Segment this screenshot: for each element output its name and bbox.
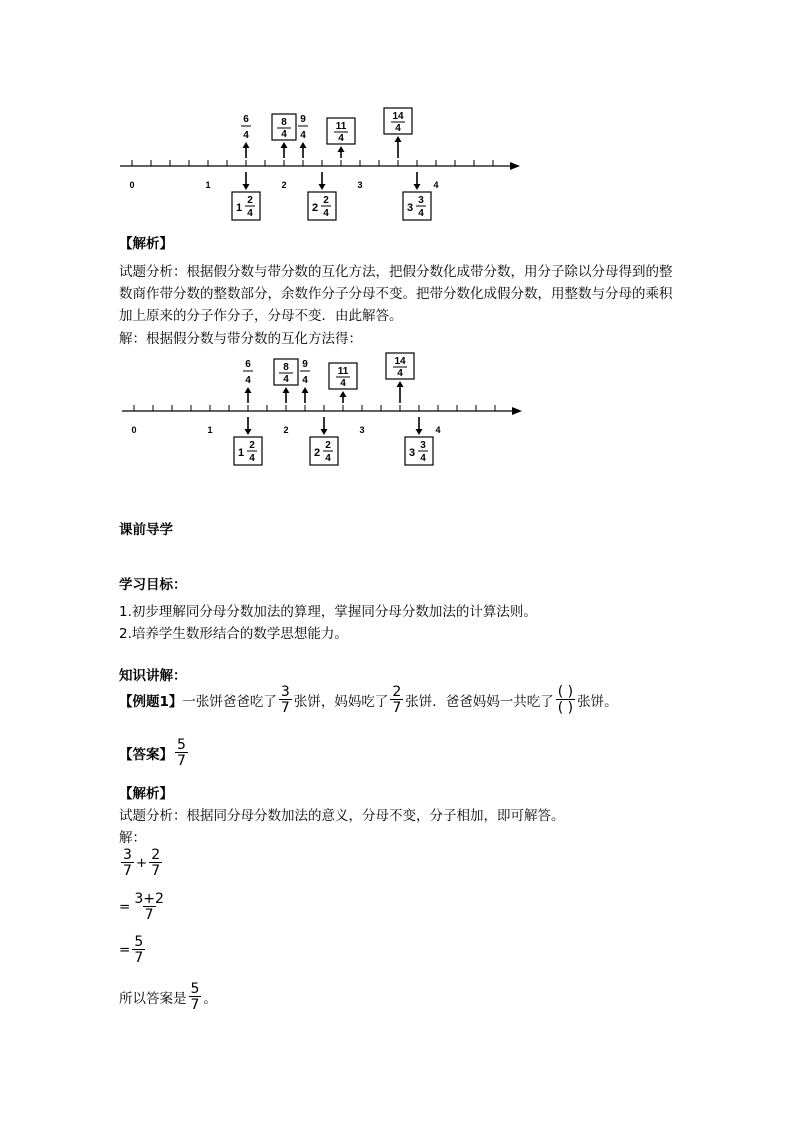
fraction-denominator: 4 — [395, 123, 401, 134]
fraction-denominator: 4 — [420, 453, 426, 464]
fraction: $\frac{5}{7}$ — [190, 981, 200, 1013]
fraction-label-above — [272, 114, 296, 140]
example-text: 张饼，妈妈吃了 — [293, 694, 389, 710]
arrowhead-icon — [397, 381, 404, 387]
tick-label: 0 — [131, 425, 137, 435]
arrowhead-icon — [245, 429, 252, 435]
fraction-label-above — [298, 114, 308, 141]
mixed-whole: 1 — [237, 447, 245, 459]
arrowhead-icon — [243, 142, 250, 148]
fraction-label-above — [386, 353, 414, 379]
fraction-numerator: 14 — [392, 111, 404, 122]
goals-heading: 学习目标： — [119, 577, 187, 593]
analysis-text: 试题分析：根据假分数与带分数的互化方法，把假分数化成带分数，用分子除以分母得到的整数商作带分数的整数部分，余数作分子分母不变。把带分数化成假分数，用整数与分母的乘积加上原来的分子作分子，分母不变．由此解答。 — [119, 264, 673, 324]
fraction-label-above — [384, 108, 412, 134]
fraction-denominator: 4 — [340, 378, 346, 389]
fraction-denominator: 4 — [325, 453, 331, 464]
mixed-whole: 1 — [235, 202, 243, 214]
axis-arrow-icon — [510, 162, 520, 170]
fraction-numerator: 2 — [325, 440, 331, 451]
fraction-denominator: 4 — [302, 375, 308, 386]
arrowhead-icon — [321, 429, 328, 435]
tick-label: 4 — [433, 180, 439, 190]
example-label: 【例题1】 — [119, 694, 183, 710]
arrowhead-icon — [302, 387, 309, 393]
number-line-diagram-bottom — [2, 345, 794, 470]
fraction-denominator: 4 — [247, 208, 253, 219]
fraction-denominator: 4 — [243, 130, 249, 141]
example-question — [119, 685, 618, 715]
example-text: 张饼．爸爸妈妈一共吃了 — [405, 694, 554, 710]
mixed-whole: 3 — [408, 447, 416, 459]
calc-step-1 — [119, 848, 164, 878]
fraction-denominator: 4 — [245, 375, 251, 386]
fraction-numerator: 11 — [337, 366, 349, 377]
analysis-heading: 【解析】 — [119, 236, 173, 252]
solution-intro: 解：根据假分数与带分数的互化方法得： — [119, 331, 362, 347]
mixed-whole: 2 — [311, 202, 319, 214]
fraction: $\frac{3}{7}$ — [123, 847, 132, 879]
fraction-label-above — [300, 359, 310, 386]
arrowhead-icon — [395, 136, 402, 142]
answer-fraction: $\frac{5}{7}$ — [177, 737, 186, 769]
goal-item: 1.初步理解同分母分数加法的算理，掌握同分母分数加法的计算法则。 — [119, 604, 537, 620]
section-title: 课前导学 — [119, 522, 173, 538]
plus-sign: + — [135, 855, 148, 871]
fraction-numerator: 2 — [249, 440, 255, 451]
tick-label: 1 — [207, 425, 213, 435]
fraction-numerator: 9 — [302, 359, 308, 370]
fraction-numerator: 8 — [283, 362, 289, 373]
arrowhead-icon — [300, 142, 307, 148]
mixed-number-below — [234, 437, 262, 465]
tick-label: 3 — [357, 180, 363, 190]
fraction-denominator: 4 — [397, 368, 403, 379]
arrowhead-icon — [243, 184, 250, 190]
number-line-diagram-top — [0, 100, 794, 225]
fraction-label-above — [243, 359, 253, 386]
fraction: $\frac{5}{7}$ — [134, 934, 144, 966]
arrowhead-icon — [340, 391, 347, 397]
equals-sign: = — [119, 899, 131, 915]
calc-step-3 — [119, 935, 147, 965]
conclusion — [119, 982, 217, 1012]
fraction: $\frac{2}{7}$ — [392, 684, 402, 716]
fraction-numerator: 2 — [323, 195, 329, 206]
fraction-numerator: 2 — [247, 195, 253, 206]
period: 。 — [203, 991, 217, 1007]
fraction-denominator: 4 — [281, 129, 287, 140]
fraction-label-above — [329, 363, 357, 389]
equals-sign: = — [119, 942, 131, 958]
tick-label: 3 — [359, 425, 365, 435]
goal-item: 2.培养学生数形结合的数学思想能力。 — [119, 626, 348, 642]
tick-label: 0 — [129, 180, 135, 190]
answer-blank: $\frac{( )}{( )}$ — [557, 684, 574, 716]
fraction-numerator: 3 — [420, 440, 426, 451]
example-text: 一张饼爸爸吃了 — [182, 694, 277, 710]
fraction-numerator: 9 — [300, 114, 306, 125]
answer-label: 【答案】 — [119, 747, 173, 763]
fraction-denominator: 4 — [338, 133, 344, 144]
tick-label: 2 — [281, 180, 287, 190]
fraction-numerator: 6 — [245, 359, 251, 370]
fraction-numerator: 8 — [281, 117, 287, 128]
tick-label: 1 — [205, 180, 211, 190]
fraction-denominator: 4 — [323, 208, 329, 219]
solution-label: 解： — [119, 830, 146, 846]
conclusion-text: 所以答案是 — [119, 991, 187, 1007]
fraction: $\frac{3}{7}$ — [280, 684, 290, 716]
mixed-whole: 3 — [406, 202, 414, 214]
fraction: $\frac{3+2}{7}$ — [134, 891, 164, 923]
fraction-denominator: 4 — [418, 208, 424, 219]
fraction-label-above — [241, 114, 251, 141]
fraction-denominator: 4 — [249, 453, 255, 464]
mixed-number-below — [310, 437, 338, 465]
arrowhead-icon — [283, 387, 290, 393]
arrowhead-icon — [319, 184, 326, 190]
arrowhead-icon — [338, 146, 345, 152]
knowledge-heading: 知识讲解： — [119, 668, 187, 684]
fraction-numerator: 3 — [418, 195, 424, 206]
tick-label: 2 — [283, 425, 289, 435]
mixed-number-below — [308, 192, 336, 220]
fraction-numerator: 11 — [335, 121, 347, 132]
mixed-number-below — [232, 192, 260, 220]
mixed-number-below — [403, 192, 431, 220]
arrowhead-icon — [245, 387, 252, 393]
arrowhead-icon — [414, 184, 421, 190]
fraction-denominator: 4 — [283, 374, 289, 385]
fraction-numerator: 6 — [243, 114, 249, 125]
fraction-label-above — [327, 118, 355, 144]
analysis-text: 试题分析：根据同分母分数加法的意义，分母不变，分子相加，即可解答。 — [119, 808, 565, 824]
arrowhead-icon — [281, 142, 288, 148]
mixed-number-below — [405, 437, 433, 465]
answer-line — [119, 738, 190, 768]
tick-label: 4 — [435, 425, 441, 435]
example-text: 张饼。 — [577, 694, 618, 710]
analysis-heading: 【解析】 — [119, 786, 173, 802]
fraction: $\frac{2}{7}$ — [151, 847, 161, 879]
arrowhead-icon — [416, 429, 423, 435]
calc-step-2 — [119, 892, 168, 922]
fraction-numerator: 14 — [394, 356, 406, 367]
axis-arrow-icon — [512, 407, 522, 415]
fraction-label-above — [274, 359, 298, 385]
mixed-whole: 2 — [313, 447, 321, 459]
fraction-denominator: 4 — [300, 130, 306, 141]
